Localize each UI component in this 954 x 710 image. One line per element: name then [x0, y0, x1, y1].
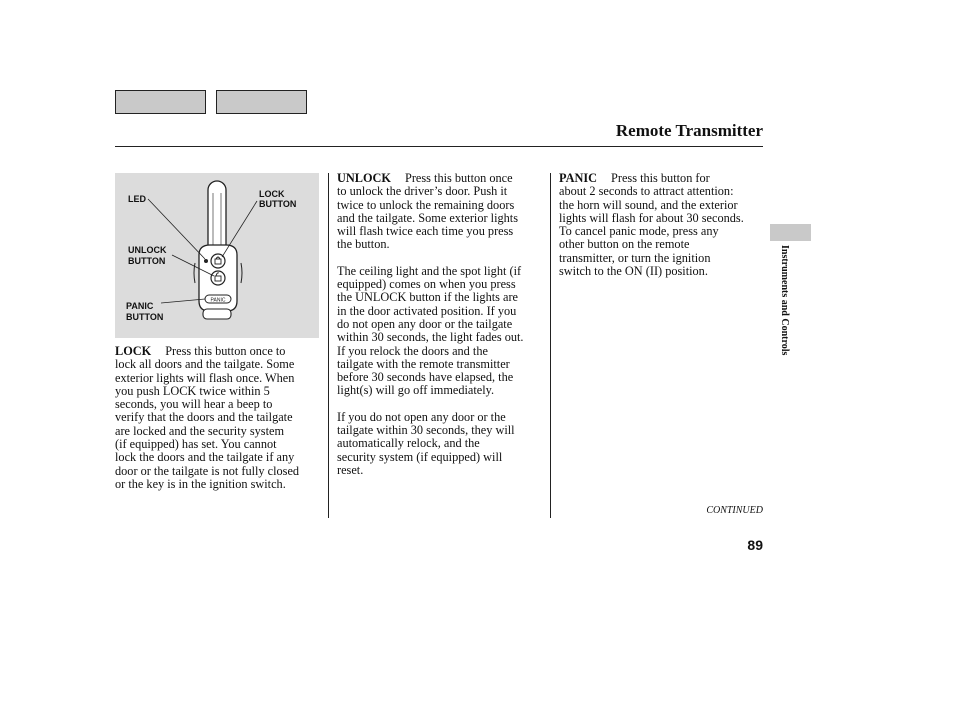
panic-term: PANIC [559, 171, 598, 185]
panic-label-line2: BUTTON [126, 312, 164, 322]
key-fob-illustration [115, 173, 319, 338]
panic-description [559, 172, 744, 291]
lock-label-line2: BUTTON [259, 199, 297, 209]
continued-label: CONTINUED [706, 505, 763, 516]
lock-label-line1: LOCK [259, 189, 285, 199]
text-line: will flash twice each time you press [337, 224, 514, 239]
panic-paragraph [559, 172, 744, 278]
text-line: twice to unlock the remaining doors [337, 197, 515, 212]
text-line: equipped) comes on when you press [337, 277, 516, 292]
lock-description [115, 345, 299, 491]
led-label: LED [128, 194, 146, 204]
ceiling-light-paragraph [337, 265, 523, 398]
unlock-label-line1: UNLOCK [128, 245, 167, 255]
led-indicator [204, 259, 208, 263]
text-line: Press this button for [611, 171, 710, 185]
text-line: Press this button once to [165, 344, 286, 358]
text-line: To cancel panic mode, press any [559, 224, 719, 239]
text-line: tailgate with the remote transmitter [337, 356, 510, 371]
text-line: switch to the ON (II) position. [559, 264, 708, 279]
text-line: If you relock the doors and the [337, 343, 488, 358]
text-line: are locked and the security system [115, 423, 285, 438]
panic-label-line1: PANIC [126, 301, 154, 311]
text-line: door or the tailgate is not fully closed [115, 463, 300, 478]
lock-term: LOCK [115, 344, 152, 358]
key-ring [203, 309, 231, 319]
text-line: (if equipped) has set. You cannot [115, 437, 277, 452]
column-divider-1 [328, 173, 329, 518]
text-line: exterior lights will flash once. When [115, 370, 295, 385]
text-line: tailgate within 30 seconds, they will [337, 423, 515, 438]
panic-key-text: PANIC [210, 297, 226, 304]
text-line: do not open any door or the tailgate [337, 316, 513, 331]
text-line [115, 345, 299, 358]
text-line: reset. [337, 462, 364, 477]
section-tab-marker[interactable] [770, 224, 811, 241]
text-line: lock the doors and the tailgate if any [115, 450, 295, 465]
text-line: other button on the remote [559, 237, 690, 252]
header-rule [115, 146, 763, 147]
lock-leader-line [222, 201, 257, 257]
text-line: The ceiling light and the spot light (if [337, 263, 522, 278]
text-line: If you do not open any door or the [337, 409, 506, 424]
column-divider-2 [550, 173, 551, 518]
text-line: verify that the doors and the tailgate [115, 410, 293, 425]
text-line: about 2 seconds to attract attention: [559, 184, 734, 199]
text-line: lights will flash for about 30 seconds. [559, 210, 744, 225]
text-line: to unlock the driver’s door. Push it [337, 184, 508, 199]
text-line: the horn will sound, and the exterior [559, 197, 738, 212]
text-line: light(s) will go off immediately. [337, 383, 495, 398]
unlock-term: UNLOCK [337, 171, 391, 185]
page-number: 89 [747, 537, 763, 553]
unlock-description [337, 172, 523, 490]
page-title: Remote Transmitter [615, 121, 763, 140]
unlock-label-line2: BUTTON [128, 256, 166, 266]
text-line: and the tailgate. Some exterior lights [337, 210, 518, 225]
text-line: security system (if equipped) will [337, 449, 503, 464]
text-line: seconds, you will hear a beep to [115, 397, 273, 412]
text-line: before 30 seconds have elapsed, the [337, 370, 514, 385]
text-line: or the key is in the ignition switch. [115, 476, 286, 491]
text-line: lock all doors and the tailgate. Some [115, 357, 295, 372]
text-line: the UNLOCK button if the lights are [337, 290, 519, 305]
relock-paragraph [337, 411, 523, 477]
text-line: within 30 seconds, the light fades out. [337, 330, 524, 345]
text-line: transmitter, or turn the ignition [559, 250, 711, 265]
text-line: Press this button once [404, 171, 513, 185]
text-line: you push LOCK twice within 5 [115, 383, 270, 398]
unlock-paragraph [337, 172, 523, 252]
text-line: in the door activated position. If you [337, 303, 517, 318]
nav-tab-1[interactable] [115, 90, 206, 114]
nav-tab-2[interactable] [216, 90, 307, 114]
remote-transmitter-figure [115, 173, 319, 338]
text-line: the button. [337, 237, 390, 252]
section-label [777, 245, 790, 385]
text-line: automatically relock, and the [337, 436, 480, 451]
section-label-text: Instruments and Controls [779, 245, 790, 356]
